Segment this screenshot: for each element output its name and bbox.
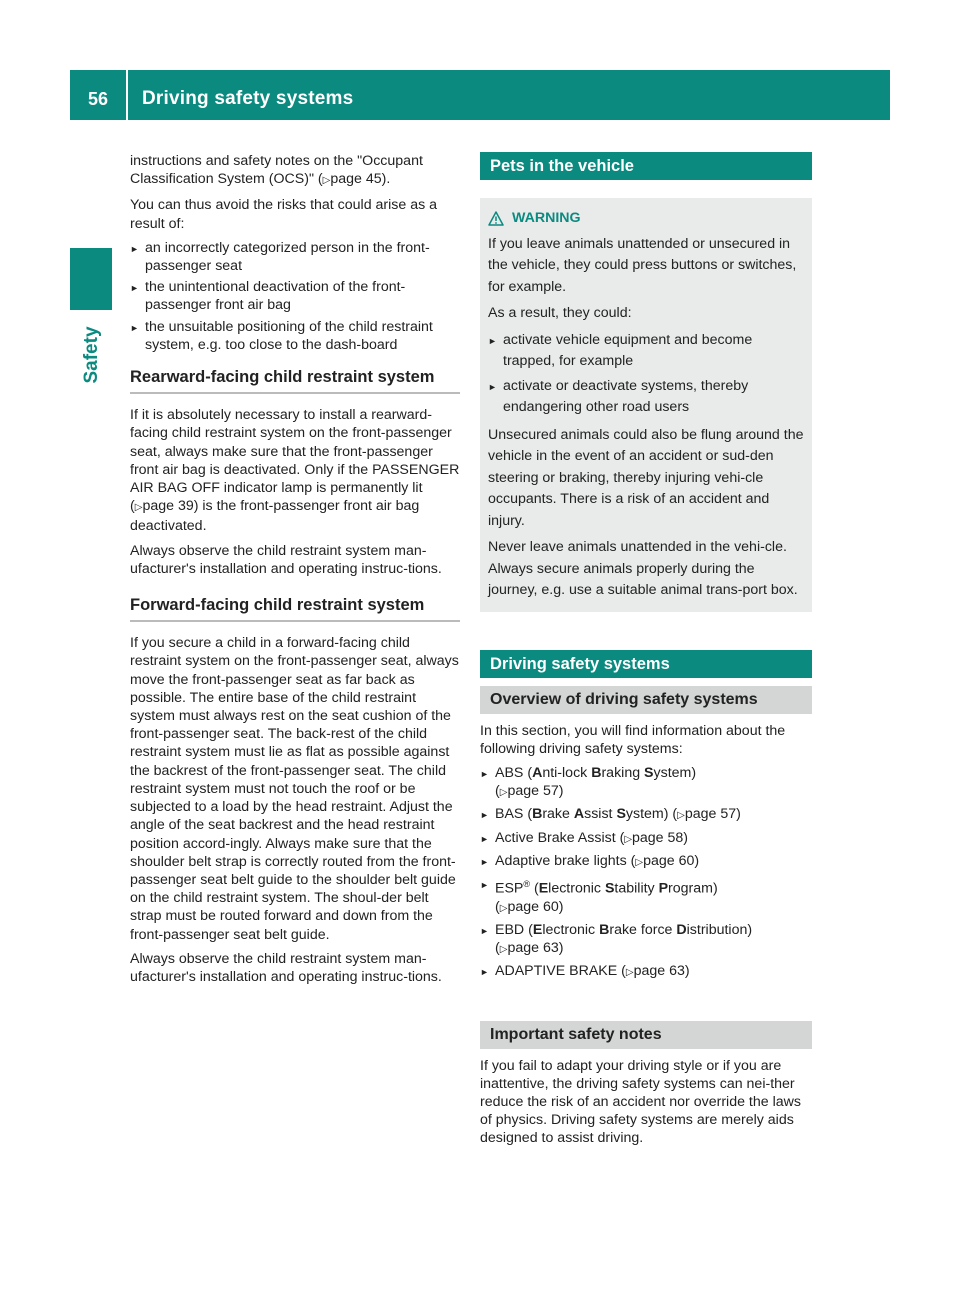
list-item: ► the unintentional deactivation of the front-passenger front air bag: [130, 278, 460, 314]
intro-paragraph: instructions and safety notes on the "Occupant Classification System (OCS)" (▷page 45).: [130, 153, 423, 188]
warning-label: WARNING: [512, 210, 581, 226]
list-item: ► an incorrectly categorized person in the front-passenger seat: [130, 239, 460, 275]
overview-intro: In this section, you will find information about the following driving safety systems:: [480, 722, 786, 757]
right-column: [480, 152, 812, 1154]
warning-header: [488, 208, 804, 230]
page-header: [70, 70, 890, 120]
page-ref-link[interactable]: page 60): [643, 852, 700, 869]
list-item: ► activate or deactivate systems, thereby endangering other road users: [488, 376, 804, 419]
systems-list: [480, 764, 812, 983]
list-item-esp: ► ESP® (Electronic Stability Program) (▷page 60): [480, 875, 812, 918]
forward-paragraph: If you secure a child in a forward-facing child restraint system on the front-passenger seat, always move the front-passenger seat as far back as possible. The entire base of the child restraint system must always rest on the seat cushion of the front-passenger seat. The back-rest of the child restraint system must lie as flat as possible against the backrest of the front-passenger seat. The child restraint system must not touch the roof or be subjected to a load by the head restraint. Adjust the angle of the seat backrest and the head restraint position accord-ingly. Always make sure that the shoulder belt strap is correctly routed from the front-passenger seat belt guide to the shoulder belt guide on the child restraint system. The shoul-der belt strap must be routed forward and down from the front-passenger seat belt guide.: [130, 635, 459, 943]
side-tab-marker: [70, 248, 112, 310]
page-ref-link[interactable]: page 63): [633, 963, 690, 980]
risk-list: [130, 239, 460, 354]
section-heading-forward: Forward-facing child restraint system: [130, 596, 460, 622]
subsection-heading-important: Important safety notes: [480, 1021, 812, 1049]
list-item-adaptive-lights: ► Adaptive brake lights (▷page 60): [480, 852, 812, 872]
page-ref-arrow-icon: ▷: [499, 944, 508, 956]
warning-box: [480, 198, 812, 612]
list-item-adaptive-brake: ► ADAPTIVE BRAKE (▷page 63): [480, 962, 812, 982]
warning-list: [488, 330, 804, 419]
page-ref-link[interactable]: page 58): [632, 829, 689, 846]
warning-paragraph: Unsecured animals could also be flung around the vehicle in the event of an accident or sud-den steering or braking, thereby injuring vehi-cle occupants. There is a risk of an accident and injury.: [488, 426, 804, 529]
page-ref-arrow-icon: ▷: [625, 967, 634, 979]
subsection-heading-overview: Overview of driving safety systems: [480, 686, 812, 714]
page-ref-arrow-icon: ▷: [635, 856, 644, 868]
forward-paragraph-2: Always observe the child restraint system man-ufacturer's installation and operating instruc-tions.: [130, 950, 442, 985]
header-title: Driving safety systems: [142, 88, 354, 109]
header-divider: [126, 70, 128, 120]
page-number: 56: [87, 89, 109, 109]
section-heading-pets: Pets in the vehicle: [480, 152, 812, 180]
side-tab-label: Safety: [81, 326, 102, 384]
list-item-bas: ► BAS (Brake Assist System) (▷page 57): [480, 805, 812, 825]
page-ref-arrow-icon: ▷: [624, 833, 633, 845]
list-item-abs: ► ABS (Anti-lock Braking System) (▷page 57): [480, 764, 812, 802]
left-column: [130, 152, 460, 992]
page-ref-link[interactable]: page 45).: [330, 171, 391, 188]
list-item: ► activate vehicle equipment and become trapped, for example: [488, 330, 804, 373]
page-ref-arrow-icon: ▷: [499, 787, 508, 799]
page-ref-link[interactable]: page 57): [507, 783, 564, 800]
page-ref-arrow-icon: ▷: [677, 810, 685, 822]
list-item-active-brake: ► Active Brake Assist (▷page 58): [480, 829, 812, 849]
warning-triangle-icon: [488, 211, 504, 226]
section-heading-driving-safety: Driving safety systems: [480, 650, 812, 678]
page-ref-arrow-icon: ▷: [322, 175, 331, 187]
rearward-paragraph-2: Always observe the child restraint system man-ufacturer's installation and operating instruc-tions.: [130, 542, 442, 577]
rearward-paragraph: If it is absolutely necessary to install a rearward-facing child restraint system on the front-passenger seat, always make sure that the front-passenger front air bag is deactivated. Only if the PASSENGER AIR BAG OFF indicator lamp is permanently lit (▷page 39) is the front-passenger front air bag deactivated.: [130, 407, 460, 535]
list-item-ebd: ► EBD (Electronic Brake force Distribution) (▷page 63): [480, 921, 812, 959]
page-ref-link[interactable]: page 60): [507, 898, 564, 915]
warning-paragraph: As a result, they could:: [488, 305, 632, 321]
page-ref-link[interactable]: page 63): [507, 940, 564, 957]
warning-paragraph: Never leave animals unattended in the vehi-cle. Always secure animals properly during the journey, e.g. use a suitable animal trans-port box.: [488, 539, 798, 598]
intro-paragraph-2: You can thus avoid the risks that could arise as a result of:: [130, 197, 438, 232]
section-heading-rearward: Rearward-facing child restraint system: [130, 368, 460, 394]
page-ref-arrow-icon: ▷: [134, 502, 143, 514]
important-paragraph: If you fail to adapt your driving style or if you are inattentive, the driving safety systems can nei-ther reduce the risk of an accident nor override the laws of physics. Driving safety systems are merely aids designed to assist driving.: [480, 1057, 801, 1147]
page-ref-arrow-icon: ▷: [499, 902, 508, 914]
page-ref-link[interactable]: page 39) is the front-passenger front air bag deactivated.: [130, 498, 420, 535]
warning-paragraph: If you leave animals unattended or unsecured in the vehicle, they could press buttons or switches, for example.: [488, 235, 797, 295]
page-ref-link[interactable]: page 57): [684, 806, 741, 823]
list-item: ► the unsuitable positioning of the child restraint system, e.g. too close to the dash-board: [130, 318, 460, 354]
